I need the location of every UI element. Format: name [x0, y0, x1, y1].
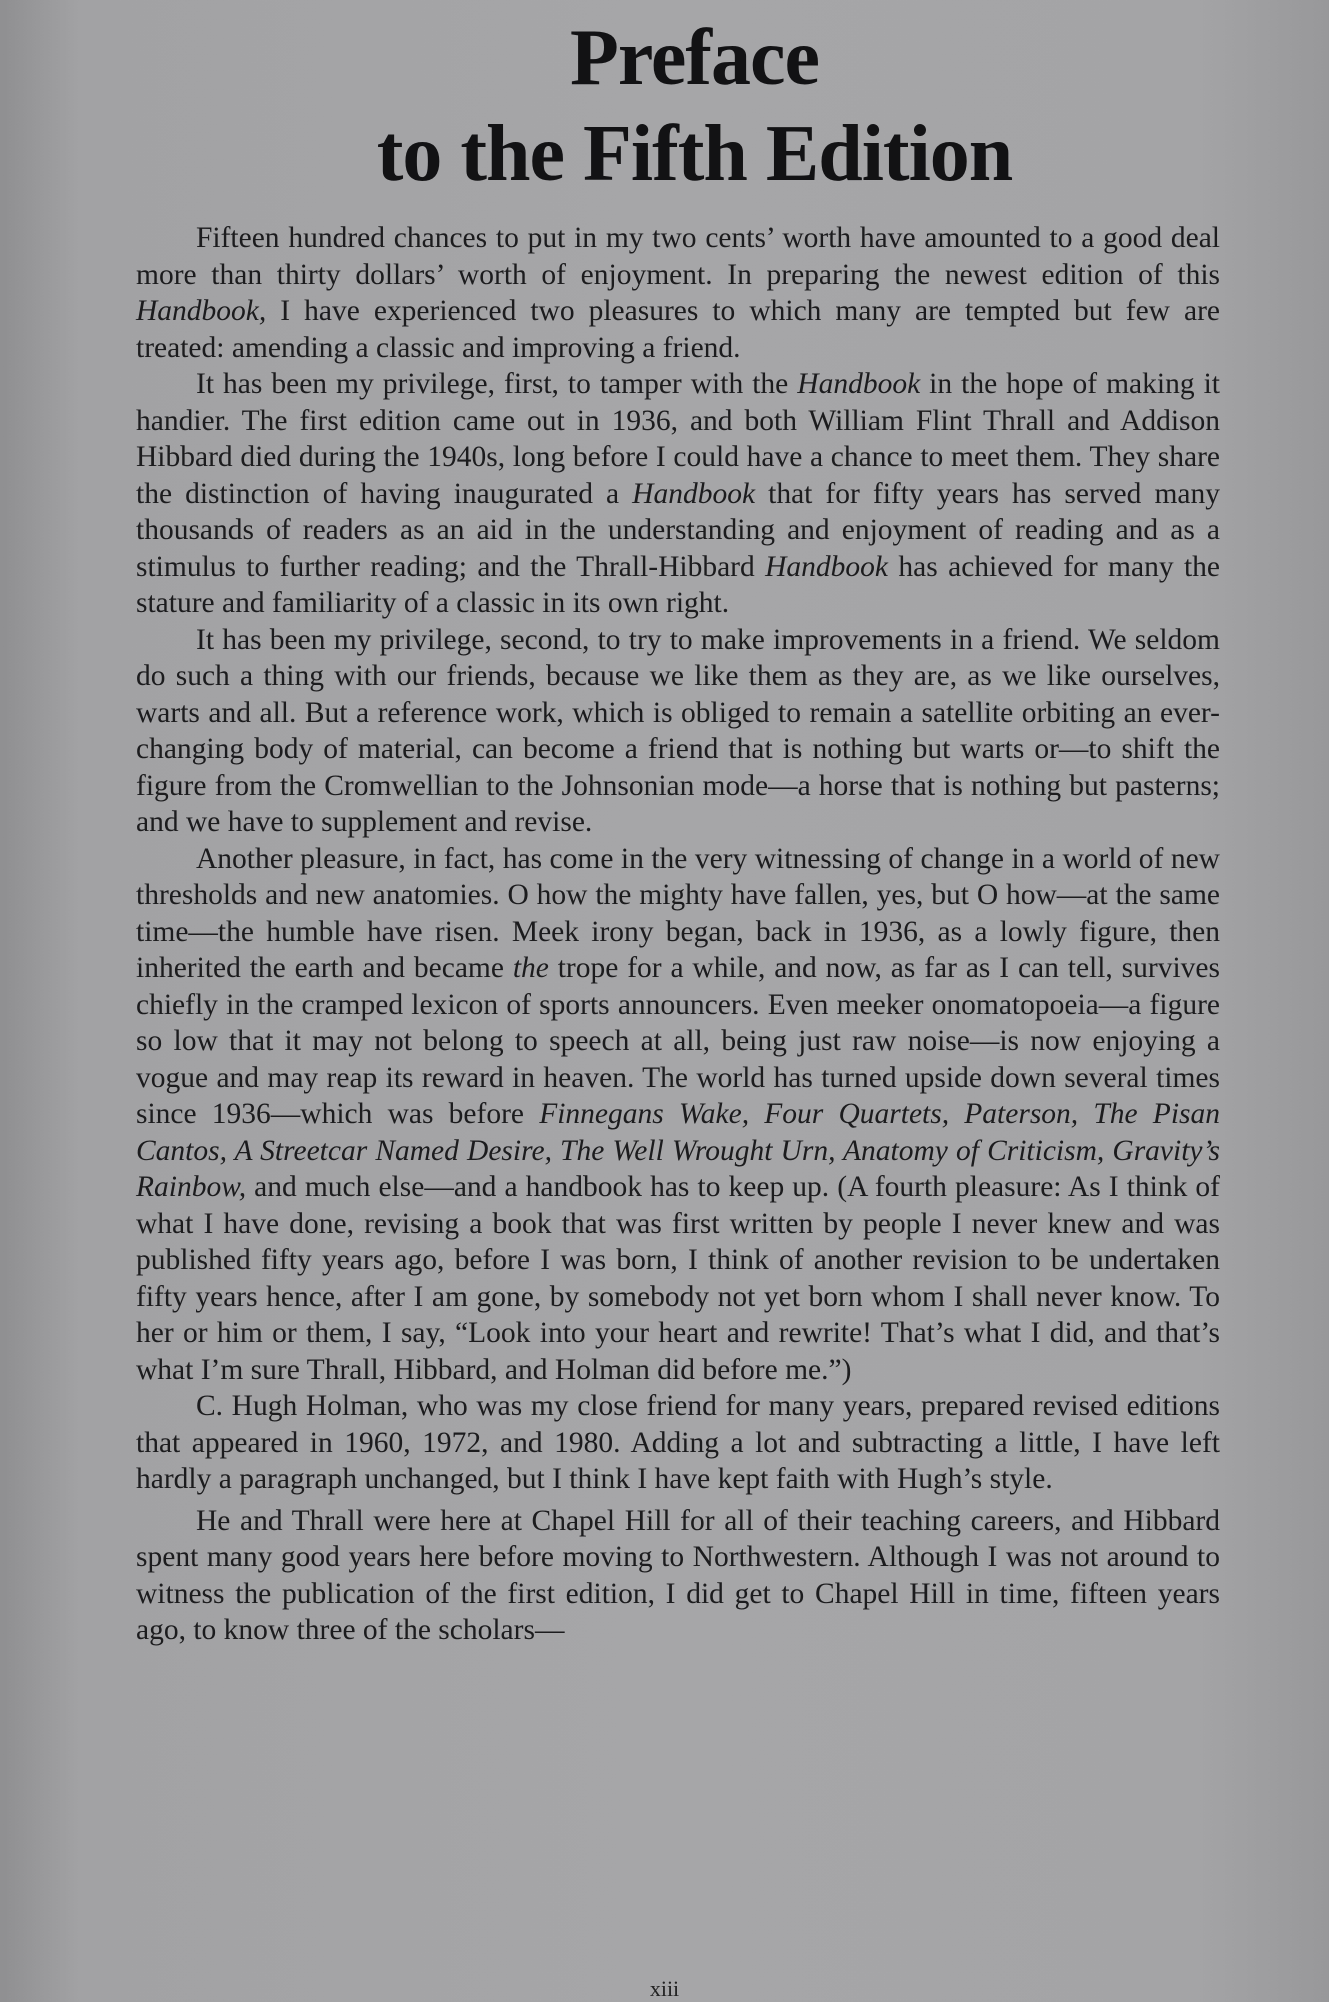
- paragraph-2: [136, 366, 1220, 622]
- text-segment: Fifteen hundred chances to put in my two cents’ worth have amounted to a good deal more than thirty dollars’ worth of enjoyment. In preparing the newest edition of this: [136, 222, 1220, 291]
- page-number: xiii: [649, 1976, 680, 2001]
- text-segment: Another pleasure, in fact, has come in the very witnessing of change in a world of new thresholds and new anatomies. O how the mighty have fallen, yes, but O how—at the same time—the humble have risen. Meek irony began, back in 1936, as a lowly figure, then inherited the earth and became: [136, 842, 1220, 984]
- italic-title-segment: Handbook: [632, 477, 756, 510]
- italic-title-segment: Handbook,: [136, 295, 267, 327]
- paragraph-6: [136, 1503, 1220, 1649]
- text-segment: It has been my privilege, second, to try to make improvements in a friend. We seldom do such a thing with our friends, because we like them as they are, as we like ourselves, warts and all. But a reference work, which is obliged to remain a satellite orbiting an ever-changing body of material, can become a friend that is nothing but warts or—to shift the figure from the Cromwellian to the Johnsonian mode—a horse that is nothing but pasterns; and we have to supplement and revise.: [136, 623, 1220, 838]
- text-segment: trope for a while, and now, as far as I can tell, survives chiefly in the cramped lexicon of sports announcers. Even meeker onomatopoeia—a figure so low that it may not belong to speech at all, being just raw noise—is now enjoying a vogue and may reap its reward in heaven. The world has turned upside down several times since 1936—which was before: [136, 952, 1220, 1130]
- paragraph-4: [136, 841, 1220, 1389]
- paragraph-5: [136, 1388, 1220, 1498]
- paragraph-3: [136, 622, 1220, 841]
- page-title-line-2: to the Fifth Edition: [376, 110, 1013, 198]
- italic-title-segment: Handbook: [797, 368, 921, 400]
- text-segment: has achieved for many the stature and familiarity of a classic in its own right.: [136, 550, 1221, 619]
- italic-title-list-segment: Finnegans Wake, Four Quartets, Paterson, The Pisan Cantos, A Streetcar Named Desire, The Well Wrought Urn, Anatomy of Criticism, Gravity’s Rainbow,: [136, 1098, 1221, 1203]
- paragraph-1: [136, 220, 1220, 366]
- text-segment: C. Hugh Holman, who was my close friend for many years, prepared revised editions that appeared in 1960, 1972, and 1980. Adding a lot and subtracting a little, I have left hardly a paragraph unchanged, but I think I have kept faith with Hugh’s style.: [136, 1390, 1220, 1495]
- text-segment: and much else—and a handbook has to keep up. (A fourth pleasure: As I think of what I have done, revising a book that was first written by people I never knew and was published fifty years ago, before I was born, I think of another revision to be undertaken fifty years hence, after I am gone, by somebody not yet born whom I shall never know. To her or him or them, I say, “Look into your heart and rewrite! That’s what I did, and that’s what I’m sure Thrall, Hibbard, and Holman did before me.”): [136, 1171, 1220, 1386]
- text-segment: in the hope of making it handier. The first edition came out in 1936, and both William Flint Thrall and Addison Hibbard died during the 1940s, long before I could have a chance to meet them. They share the distinction of having inaugurated a: [136, 368, 1220, 510]
- preface-body: [136, 220, 1220, 1649]
- text-segment: that for fifty years has served many thousands of readers as an aid in the understanding and enjoyment of reading and as a stimulus to further reading; and the Thrall-Hibbard: [136, 477, 1220, 583]
- text-segment: He and Thrall were here at Chapel Hill for all of their teaching careers, and Hibbard spent many good years here before moving to Northwestern. Although I was not around to witness the publication of the first edition, I did get to Chapel Hill in time, fifteen years ago, to know three of the scholars—: [136, 1504, 1220, 1646]
- italic-emphasis-segment: the: [512, 952, 549, 984]
- page-title-line-1: Preface: [569, 14, 820, 102]
- text-segment: I have experienced two pleasures to which many are tempted but few are treated: amending a classic and improving a friend.: [136, 295, 1220, 364]
- italic-title-segment: Handbook: [765, 550, 889, 583]
- text-segment: It has been my privilege, first, to tamper with the: [196, 368, 798, 400]
